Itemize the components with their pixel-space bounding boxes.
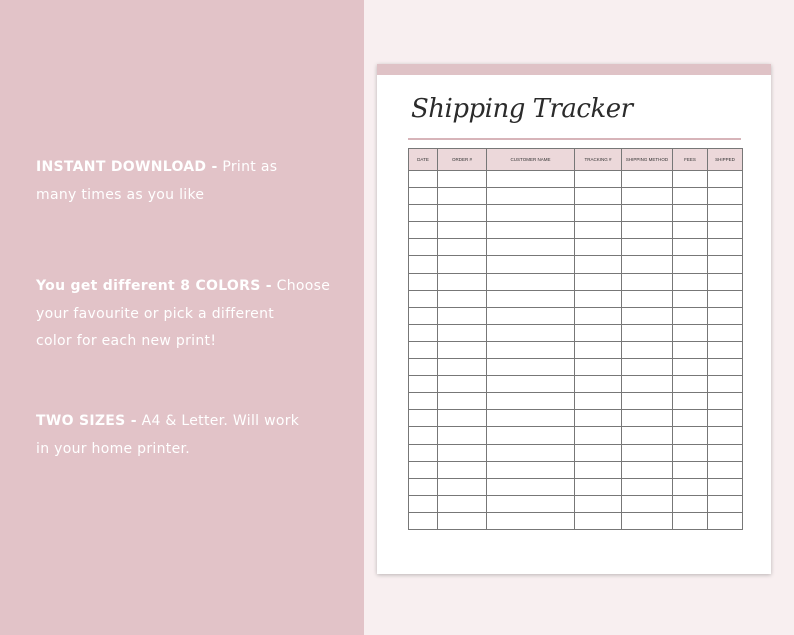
- table-cell: [708, 188, 743, 205]
- table-cell: [673, 393, 708, 410]
- table-cell: [409, 222, 438, 239]
- table-cell: [708, 478, 743, 495]
- table-cell: [673, 222, 708, 239]
- table-cell: [438, 410, 487, 427]
- table-cell: [409, 359, 438, 376]
- feature-text: A4 & Letter. Will work: [136, 413, 300, 429]
- table-cell: [708, 393, 743, 410]
- table-cell: [708, 222, 743, 239]
- table-cell: [575, 393, 622, 410]
- table-cell: [708, 324, 743, 341]
- table-cell: [622, 444, 673, 461]
- table-cell: [438, 171, 487, 188]
- sheet-top-band: [377, 64, 771, 75]
- table-cell: [409, 376, 438, 393]
- table-cell: [438, 427, 487, 444]
- table-cell: [438, 393, 487, 410]
- table-cell: [622, 324, 673, 341]
- table-cell: [575, 273, 622, 290]
- table-cell: [409, 444, 438, 461]
- table-cell: [708, 273, 743, 290]
- table-cell: [622, 495, 673, 512]
- feature-text: Choose: [271, 278, 331, 294]
- table-cell: [575, 359, 622, 376]
- tracker-table: [408, 148, 743, 530]
- feature-text: in your home printer.: [36, 440, 191, 457]
- table-cell: [487, 324, 575, 341]
- table-cell: [409, 393, 438, 410]
- table-cell: [487, 444, 575, 461]
- table-cell: [673, 478, 708, 495]
- table-cell: [673, 307, 708, 324]
- table-cell: [575, 324, 622, 341]
- feature-text: many times as you like: [36, 186, 205, 203]
- table-cell: [673, 290, 708, 307]
- table-cell: [575, 239, 622, 256]
- feature-heading: You get different 8 COLORS -: [36, 278, 272, 294]
- table-row: [409, 256, 743, 273]
- table-row: [409, 290, 743, 307]
- table-cell: [673, 205, 708, 222]
- table-cell: [673, 239, 708, 256]
- table-cell: [622, 393, 673, 410]
- table-cell: [575, 222, 622, 239]
- table-cell: [438, 188, 487, 205]
- column-header-order: ORDER #: [438, 149, 487, 171]
- table-cell: [673, 171, 708, 188]
- table-cell: [622, 341, 673, 358]
- table-cell: [673, 188, 708, 205]
- table-cell: [438, 205, 487, 222]
- table-cell: [708, 290, 743, 307]
- table-cell: [575, 376, 622, 393]
- table-cell: [708, 239, 743, 256]
- table-cell: [575, 205, 622, 222]
- table-cell: [487, 256, 575, 273]
- table-cell: [409, 461, 438, 478]
- table-cell: [438, 495, 487, 512]
- table-cell: [708, 307, 743, 324]
- table-cell: [622, 222, 673, 239]
- table-row: [409, 512, 743, 529]
- table-cell: [575, 478, 622, 495]
- table-cell: [438, 324, 487, 341]
- table-cell: [409, 239, 438, 256]
- table-cell: [409, 273, 438, 290]
- table-cell: [409, 427, 438, 444]
- table-cell: [487, 478, 575, 495]
- feature-text: color for each new print!: [36, 333, 217, 349]
- table-cell: [622, 359, 673, 376]
- table-cell: [438, 256, 487, 273]
- table-row: [409, 307, 743, 324]
- table-cell: [622, 478, 673, 495]
- table-row: [409, 427, 743, 444]
- table-cell: [487, 188, 575, 205]
- table-cell: [622, 256, 673, 273]
- table-cell: [673, 256, 708, 273]
- table-cell: [487, 222, 575, 239]
- table-cell: [708, 359, 743, 376]
- table-cell: [673, 427, 708, 444]
- feature-text: Print as: [217, 159, 278, 175]
- table-cell: [409, 324, 438, 341]
- table-row: [409, 495, 743, 512]
- table-cell: [575, 188, 622, 205]
- feature-instant-download: [36, 154, 336, 209]
- table-cell: [708, 410, 743, 427]
- table-cell: [487, 273, 575, 290]
- table-row: [409, 239, 743, 256]
- table-cell: [673, 341, 708, 358]
- table-cell: [438, 341, 487, 358]
- table-cell: [622, 273, 673, 290]
- table-cell: [708, 376, 743, 393]
- table-cell: [673, 444, 708, 461]
- table-cell: [673, 273, 708, 290]
- table-cell: [409, 188, 438, 205]
- table-cell: [438, 273, 487, 290]
- table-row: [409, 359, 743, 376]
- table-cell: [622, 188, 673, 205]
- table-cell: [673, 461, 708, 478]
- table-cell: [487, 359, 575, 376]
- table-cell: [438, 376, 487, 393]
- table-cell: [673, 512, 708, 529]
- table-cell: [622, 376, 673, 393]
- table-cell: [487, 171, 575, 188]
- table-cell: [673, 495, 708, 512]
- table-cell: [575, 410, 622, 427]
- table-row: [409, 205, 743, 222]
- table-cell: [487, 341, 575, 358]
- table-cell: [575, 256, 622, 273]
- table-cell: [708, 341, 743, 358]
- table-cell: [409, 341, 438, 358]
- table-cell: [487, 427, 575, 444]
- column-header-date: DATE: [409, 149, 438, 171]
- table-cell: [708, 427, 743, 444]
- table-cell: [487, 307, 575, 324]
- column-header-shipped: SHIPPED: [708, 149, 743, 171]
- table-cell: [409, 256, 438, 273]
- table-header-row: [409, 149, 743, 171]
- table-cell: [575, 171, 622, 188]
- column-header-shipping-method: SHIPPING METHOD: [622, 149, 673, 171]
- table-cell: [622, 290, 673, 307]
- table-cell: [708, 256, 743, 273]
- table-cell: [438, 512, 487, 529]
- table-cell: [622, 307, 673, 324]
- table-cell: [575, 341, 622, 358]
- table-cell: [409, 171, 438, 188]
- table-cell: [622, 461, 673, 478]
- table-cell: [487, 239, 575, 256]
- table-cell: [438, 307, 487, 324]
- table-row: [409, 393, 743, 410]
- table-cell: [487, 393, 575, 410]
- table-cell: [622, 410, 673, 427]
- table-cell: [708, 444, 743, 461]
- feature-heading: INSTANT DOWNLOAD -: [36, 159, 218, 175]
- table-cell: [575, 427, 622, 444]
- table-row: [409, 444, 743, 461]
- table-cell: [438, 359, 487, 376]
- left-panel: [0, 0, 364, 635]
- sheet-title: Shipping Tracker: [411, 94, 633, 124]
- table-cell: [575, 461, 622, 478]
- table-body: [409, 171, 743, 530]
- table-cell: [409, 307, 438, 324]
- column-header-fees: FEES: [673, 149, 708, 171]
- table-cell: [575, 444, 622, 461]
- feature-heading: TWO SIZES -: [36, 413, 137, 429]
- table-cell: [438, 290, 487, 307]
- table-cell: [487, 512, 575, 529]
- table-cell: [438, 461, 487, 478]
- table-cell: [409, 495, 438, 512]
- feature-sizes: [36, 408, 336, 463]
- table-row: [409, 478, 743, 495]
- table-cell: [708, 512, 743, 529]
- table-row: [409, 273, 743, 290]
- table-cell: [673, 359, 708, 376]
- table-cell: [487, 205, 575, 222]
- table-cell: [409, 205, 438, 222]
- table-cell: [622, 205, 673, 222]
- table-cell: [487, 410, 575, 427]
- table-row: [409, 410, 743, 427]
- table-row: [409, 171, 743, 188]
- table-cell: [487, 290, 575, 307]
- table-row: [409, 222, 743, 239]
- table-cell: [409, 290, 438, 307]
- column-header-tracking: TRACKING #: [575, 149, 622, 171]
- table-cell: [622, 427, 673, 444]
- table-cell: [575, 307, 622, 324]
- table-cell: [409, 512, 438, 529]
- table-row: [409, 324, 743, 341]
- table-cell: [708, 461, 743, 478]
- table-cell: [575, 512, 622, 529]
- table-cell: [487, 376, 575, 393]
- table-cell: [622, 512, 673, 529]
- table-cell: [409, 410, 438, 427]
- tracker-sheet: [377, 64, 771, 574]
- table-cell: [575, 290, 622, 307]
- title-divider: [408, 138, 741, 140]
- column-header-customer-name: CUSTOMER NAME: [487, 149, 575, 171]
- table-cell: [622, 171, 673, 188]
- table-cell: [673, 376, 708, 393]
- table-cell: [673, 410, 708, 427]
- table-cell: [575, 495, 622, 512]
- table-cell: [622, 239, 673, 256]
- table-row: [409, 461, 743, 478]
- table-cell: [708, 205, 743, 222]
- table-cell: [673, 324, 708, 341]
- feature-text: your favourite or pick a different: [36, 305, 275, 322]
- table-cell: [438, 239, 487, 256]
- table-cell: [708, 495, 743, 512]
- table-cell: [438, 478, 487, 495]
- table-cell: [438, 444, 487, 461]
- table-cell: [409, 478, 438, 495]
- table-cell: [708, 171, 743, 188]
- table-cell: [487, 461, 575, 478]
- table-cell: [438, 222, 487, 239]
- table-row: [409, 188, 743, 205]
- table-row: [409, 341, 743, 358]
- table-cell: [487, 495, 575, 512]
- table-row: [409, 376, 743, 393]
- feature-colors: [36, 273, 336, 356]
